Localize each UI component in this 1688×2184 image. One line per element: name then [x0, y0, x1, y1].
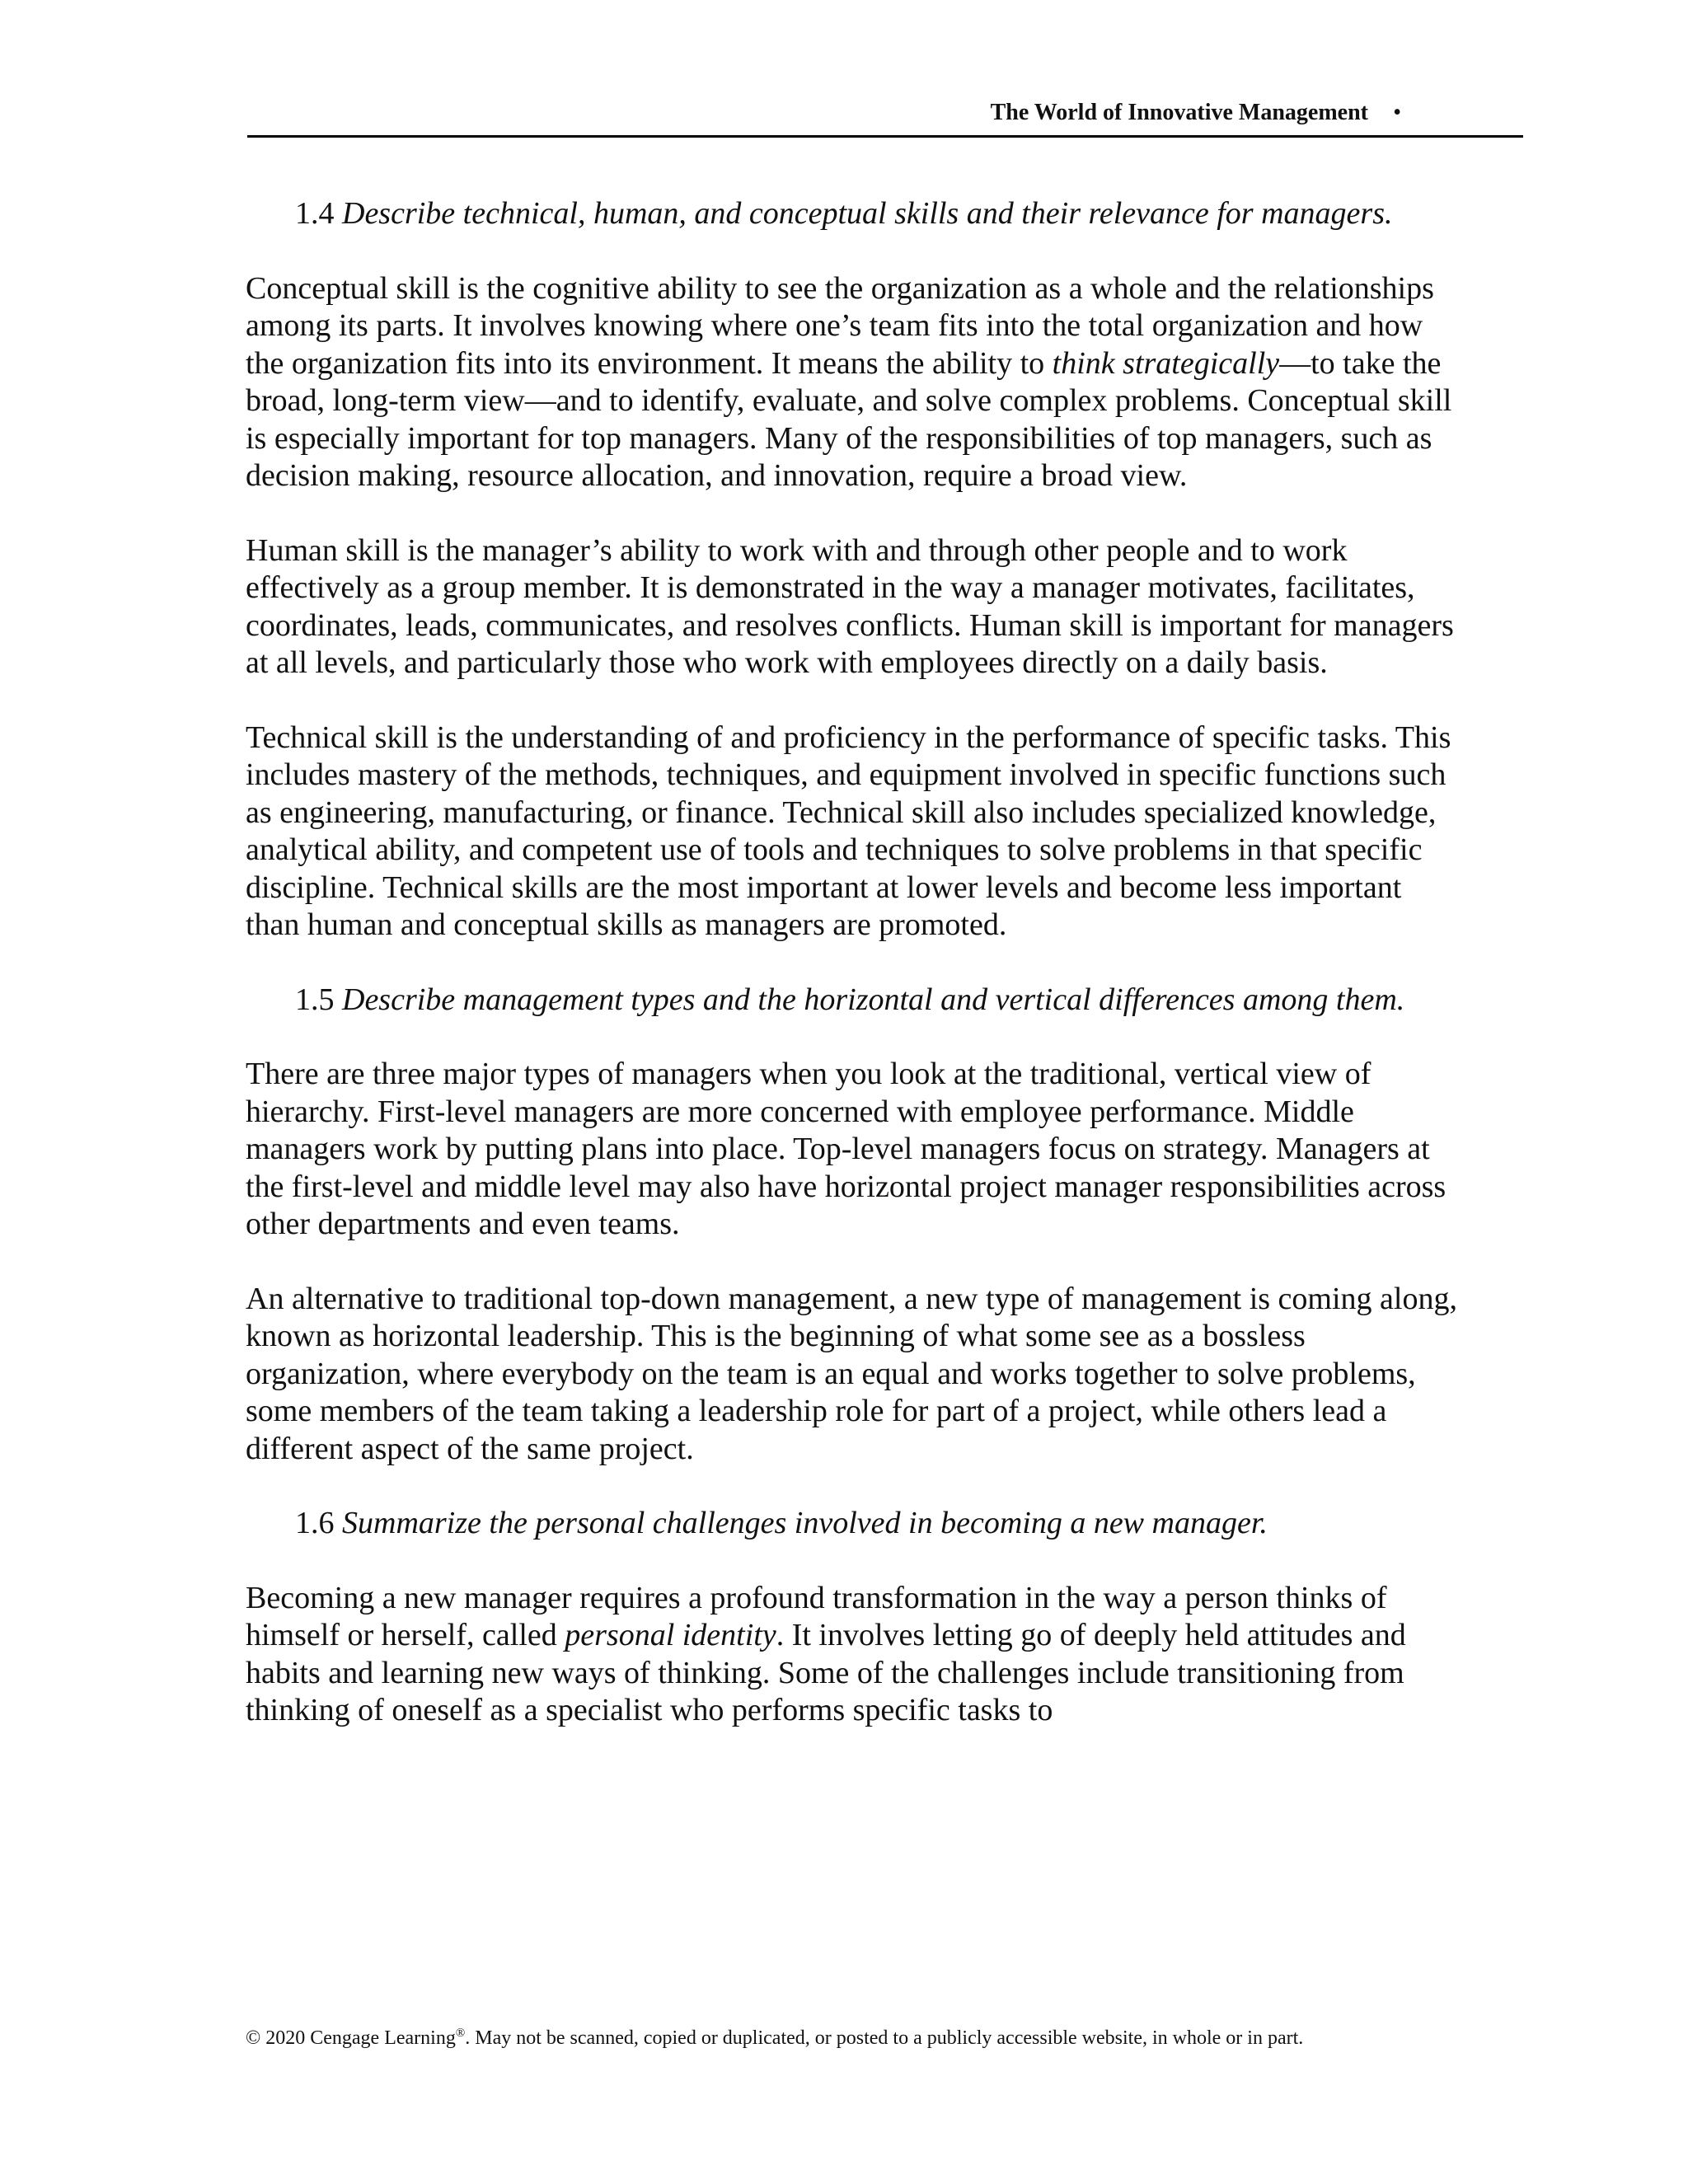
paragraph-text: Conceptual skill is the cognitive ability to see the organization as a whole and the relationships among its parts. It involves knowing where one’s team fits into the total organization and how the organization fits into its environment. It means the ability to [246, 270, 1434, 381]
objective-text: Summarize the personal challenges involved in becoming a new manager. [342, 1506, 1268, 1540]
paragraph-manager-types: There are three major types of managers when you look at the traditional, vertical view of hierarchy. First-level managers are more concerned with employee performance. Middle managers work by putting plans into place. Top-level managers focus on strategy. Managers at the first-level and middle level may also have horizontal project manager responsibilities across other departments and even teams. [246, 1057, 1447, 1241]
objective-number: 1.5 [295, 982, 335, 1017]
running-header [247, 97, 1523, 138]
paragraph-conceptual-skill [246, 270, 1457, 495]
paragraph-text: Becoming a new manager requires a profound transformation in the way a person thinks of himself or herself, called [246, 1580, 1387, 1652]
emphasis-text: personal identity [565, 1618, 776, 1652]
running-header-title: The World of Innovative Management [990, 100, 1368, 125]
bullet-icon: • [1393, 100, 1401, 125]
paragraph-text: . It involves letting go of deeply held attitudes and habits and learning new ways of thinking. Some of the challenges include transitioning from thinking of oneself as a specialist who performs specific tasks to [246, 1618, 1406, 1727]
paragraph-horizontal-leadership: An alternative to traditional top-down management, a new type of management is coming along, known as horizontal leadership. This is the beginning of what some see as a bossless organization, where everybody on the team is an equal and works together to solve problems, some members of the team taking a leadership role for part of a project, while others lead a different aspect of the same project. [246, 1281, 1457, 1466]
copyright-footer [246, 2026, 1303, 2050]
objective-number: 1.6 [295, 1506, 335, 1540]
objective-text: Describe technical, human, and conceptual skills and their relevance for managers. [342, 196, 1393, 231]
registered-mark: ® [455, 2027, 466, 2040]
learning-objective-1-5 [246, 982, 1457, 1019]
paragraph-technical-skill: Technical skill is the understanding of and proficiency in the performance of specific tasks. This includes mastery of the methods, techniques, and equipment involved in specific functions such as engineering, manufacturing, or finance. Technical skill also includes specialized knowledge, analytical ability, and competent use of tools and techniques to solve problems in that specific discipline. Technical skills are the most important at lower levels and become less important than human and conceptual skills as managers are promoted. [246, 719, 1451, 942]
learning-objective-1-4 [246, 195, 1457, 233]
footer-text: . May not be scanned, copied or duplicated, or posted to a publicly accessible website, in whole or in part. [465, 2027, 1304, 2049]
learning-objective-1-6 [246, 1505, 1457, 1543]
emphasis-text: think strategically [1052, 345, 1280, 381]
page-body [246, 195, 1457, 1767]
paragraph-new-manager [246, 1580, 1457, 1730]
footer-text: © 2020 Cengage Learning [246, 2027, 456, 2049]
paragraph-human-skill: Human skill is the manager’s ability to work with and through other people and to work effectively as a group member. It is demonstrated in the way a manager motivates, facilitates, coordinates, leads, communicates, and resolves conflicts. Human skill is important for managers at all levels, and particularly those who work with employees directly on a daily basis. [246, 532, 1454, 680]
objective-number: 1.4 [295, 196, 335, 231]
paragraph-text: —to take the broad, long-term view—and to identify, evaluate, and solve complex problems. Conceptual skill is especially important for top managers. Many of the responsibilities of top managers, such as decision making, resource allocation, and innovation, require a broad view. [246, 345, 1452, 493]
objective-text: Describe management types and the horizontal and vertical differences among them. [342, 982, 1405, 1017]
